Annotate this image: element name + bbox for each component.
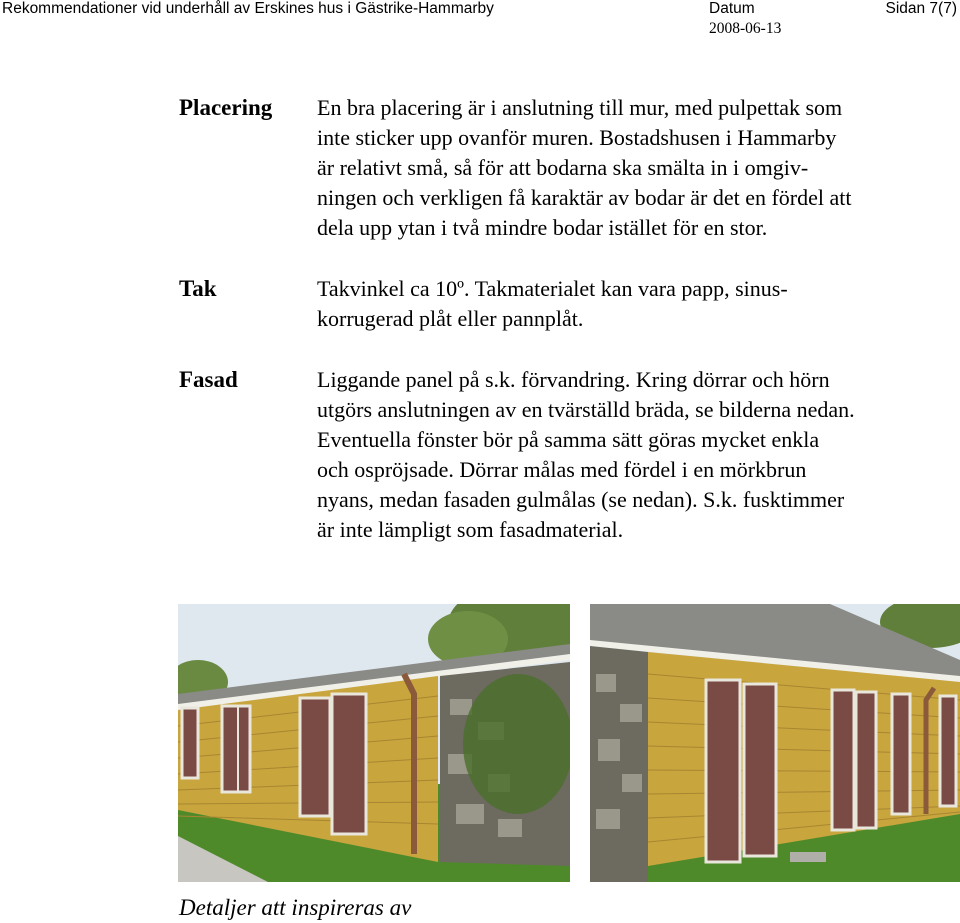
shed-photo-left <box>178 604 570 882</box>
body-line: En bra placering är i anslutning till mur, med pulpettak som <box>317 95 843 120</box>
date-value: 2008-06-13 <box>709 20 782 37</box>
section-body <box>317 365 960 545</box>
body-line: och ospröjsade. Dörrar målas med fördel i en mörkbrun <box>317 457 807 482</box>
date-label: Datum <box>709 0 755 17</box>
page-header <box>0 0 960 50</box>
section-label: Fasad <box>179 367 238 392</box>
section-label: Placering <box>179 95 273 120</box>
body-line: ningen och verkligen få karaktär av bodar är det en fördel att <box>317 185 852 210</box>
page-number: Sidan 7(7) <box>885 0 957 17</box>
body-line: är inte lämpligt som fasadmaterial. <box>317 517 624 542</box>
body-line: dela upp ytan i två mindre bodar istället för en stor. <box>317 215 768 240</box>
section-label: Tak <box>179 276 217 301</box>
section-body <box>317 274 960 334</box>
body-line: Liggande panel på s.k. förvandring. Kring dörrar och hörn <box>317 367 830 392</box>
document-title: Rekommendationer vid underhåll av Erskines hus i Gästrike-Hammarby <box>2 0 494 17</box>
body-line: korrugerad plåt eller pannplåt. <box>317 306 584 331</box>
section-body <box>317 93 960 243</box>
body-line: Takvinkel ca 10º. Takmaterialet kan vara papp, sinus- <box>317 276 788 301</box>
shed-photo-right <box>590 604 960 882</box>
photo-caption: Detaljer att inspireras av <box>179 895 412 920</box>
body-line: nyans, medan fasaden gulmålas (se nedan). S.k. fusktimmer <box>317 487 845 512</box>
body-line: är relativt små, så för att bodarna ska smälta in i omgiv- <box>317 155 809 180</box>
body-line: utgörs anslutningen av en tvärställd bräda, se bilderna nedan. <box>317 397 855 422</box>
body-line: inte sticker upp ovanför muren. Bostadshusen i Hammarby <box>317 125 837 150</box>
body-line: Eventuella fönster bör på samma sätt göras mycket enkla <box>317 427 820 452</box>
